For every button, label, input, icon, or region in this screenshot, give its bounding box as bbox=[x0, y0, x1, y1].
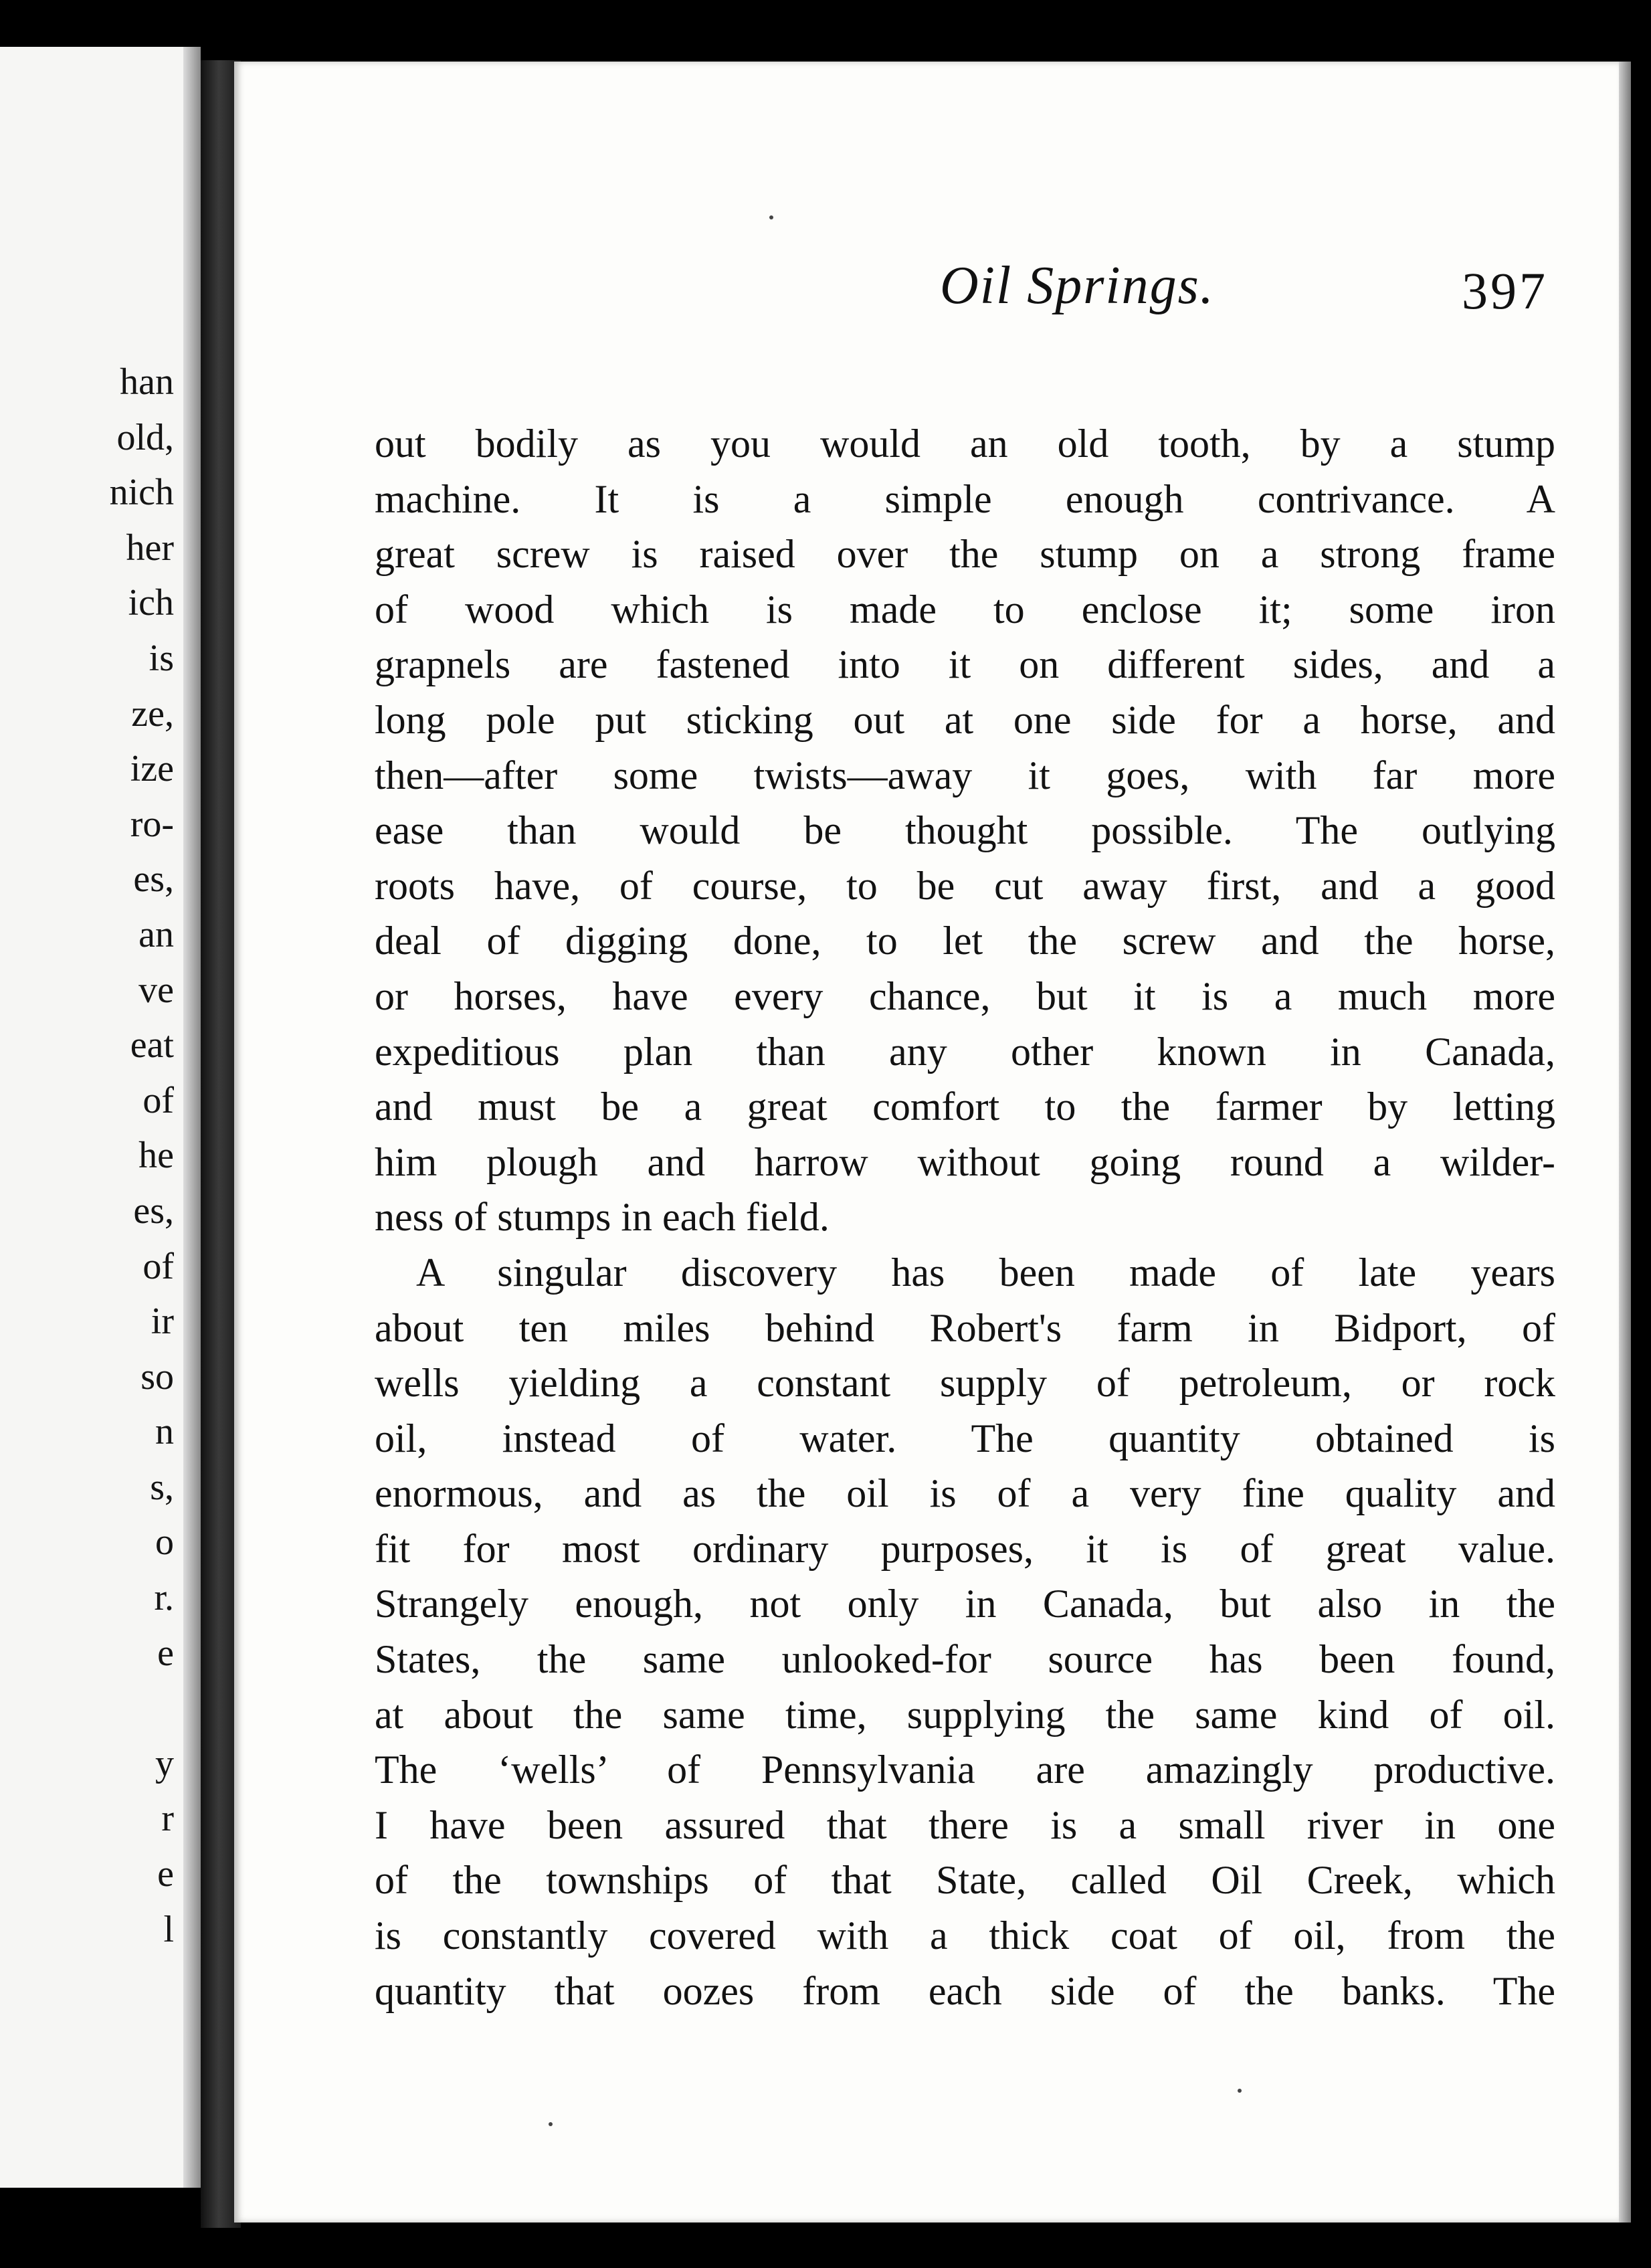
facing-page-fragment: nich bbox=[109, 472, 174, 514]
body-text bbox=[375, 416, 1555, 2018]
facing-page-fragment: ir bbox=[151, 1301, 174, 1343]
text-line: A singular discovery has been made of late years bbox=[416, 1250, 1555, 1295]
facing-page-fragment: n bbox=[155, 1411, 174, 1453]
text-line: fit for most ordinary purposes, it is of great value. bbox=[375, 1526, 1555, 1571]
running-head bbox=[234, 256, 1619, 343]
facing-page-fragment: r bbox=[161, 1798, 174, 1840]
facing-page-fragment: ro- bbox=[130, 803, 174, 845]
text-line: about ten miles behind Robert's farm in Bidport, of bbox=[375, 1305, 1555, 1350]
text-line: of wood which is made to enclose it; some iron bbox=[375, 587, 1555, 632]
text-line: ness of stumps in each field. bbox=[375, 1195, 830, 1240]
facing-page-fragment: of bbox=[142, 1079, 174, 1121]
text-line: States, the same unlooked-for source has been found, bbox=[375, 1637, 1555, 1682]
facing-page-fragment: han bbox=[120, 361, 174, 403]
facing-page-fragment: e bbox=[157, 1632, 174, 1674]
facing-page-fragment: es, bbox=[133, 858, 174, 901]
text-line: The ‘wells’ of Pennsylvania are amazingly productive. bbox=[375, 1747, 1555, 1792]
paper-speck bbox=[1238, 2089, 1242, 2093]
text-line: out bodily as you would an old tooth, by a stump bbox=[375, 421, 1555, 466]
text-line: at about the same time, supplying the same kind of oil. bbox=[375, 1692, 1555, 1737]
text-line: roots have, of course, to be cut away first, and a good bbox=[375, 863, 1555, 908]
text-line: him plough and harrow without going round a wilder- bbox=[375, 1139, 1555, 1184]
text-line: great screw is raised over the stump on a strong frame bbox=[375, 532, 1555, 577]
facing-page bbox=[0, 47, 201, 2188]
page-edge-shadow bbox=[1619, 62, 1631, 2223]
book-page bbox=[234, 62, 1619, 2223]
facing-page-fragment: l bbox=[163, 1908, 174, 1950]
paragraph bbox=[375, 416, 1555, 1245]
text-line: long pole put sticking out at one side for a horse, and bbox=[375, 697, 1555, 742]
text-line: ease than would be thought possible. The outlying bbox=[375, 808, 1555, 853]
facing-page-fragment: so bbox=[140, 1355, 174, 1398]
text-line: wells yielding a constant supply of petroleum, or rock bbox=[375, 1361, 1555, 1406]
facing-page-fragment: ich bbox=[128, 582, 174, 624]
facing-page-fragment: ve bbox=[138, 969, 174, 1011]
page-number: 397 bbox=[1462, 262, 1548, 320]
paper-speck bbox=[549, 2122, 553, 2126]
facing-page-text-fragments bbox=[0, 355, 174, 1957]
facing-page-fragment: s, bbox=[150, 1466, 174, 1508]
text-line: of the townships of that State, called Oil Creek, which bbox=[375, 1858, 1555, 1903]
facing-page-fragment: an bbox=[138, 913, 174, 955]
facing-page-fragment: old, bbox=[116, 416, 174, 458]
text-line: Strangely enough, not only in Canada, but also in the bbox=[375, 1582, 1555, 1626]
text-line: quantity that oozes from each side of the banks. The bbox=[375, 1968, 1555, 2013]
paragraph bbox=[375, 1245, 1555, 2018]
paper-speck bbox=[769, 215, 773, 219]
facing-page-fragment: he bbox=[138, 1135, 174, 1177]
facing-page-fragment: of bbox=[142, 1245, 174, 1287]
text-line: and must be a great comfort to the farmer by letting bbox=[375, 1084, 1555, 1129]
facing-page-fragment: o bbox=[155, 1521, 174, 1564]
facing-page-fragment: es, bbox=[133, 1190, 174, 1232]
text-line: grapnels are fastened into it on different sides, and a bbox=[375, 642, 1555, 687]
text-line: is constantly covered with a thick coat of oil, from the bbox=[375, 1913, 1555, 1958]
text-line: I have been assured that there is a small river in one bbox=[375, 1802, 1555, 1847]
facing-page-fragment: ze, bbox=[131, 692, 174, 735]
running-head-title: Oil Springs. bbox=[940, 256, 1215, 315]
facing-page-fragment: r. bbox=[154, 1577, 174, 1619]
text-line: then—after some twists—away it goes, with far more bbox=[375, 753, 1555, 797]
text-line: deal of digging done, to let the screw and the horse, bbox=[375, 919, 1555, 963]
text-line: enormous, and as the oil is of a very fine quality and bbox=[375, 1471, 1555, 1516]
facing-page-fragment: y bbox=[155, 1742, 174, 1784]
facing-page-fragment: e bbox=[157, 1853, 174, 1895]
text-line: expeditious plan than any other known in Canada, bbox=[375, 1029, 1555, 1074]
facing-page-fragment: her bbox=[126, 527, 174, 569]
facing-page-gutter bbox=[183, 47, 201, 2188]
facing-page-fragment: ize bbox=[130, 748, 174, 790]
text-line: oil, instead of water. The quantity obtained is bbox=[375, 1416, 1555, 1460]
facing-page-fragment: eat bbox=[130, 1024, 174, 1066]
text-line: machine. It is a simple enough contrivance. A bbox=[375, 476, 1555, 521]
text-line: or horses, have every chance, but it is a much more bbox=[375, 973, 1555, 1018]
facing-page-fragment: is bbox=[149, 637, 174, 679]
facing-page-fragment bbox=[0, 1681, 174, 1736]
